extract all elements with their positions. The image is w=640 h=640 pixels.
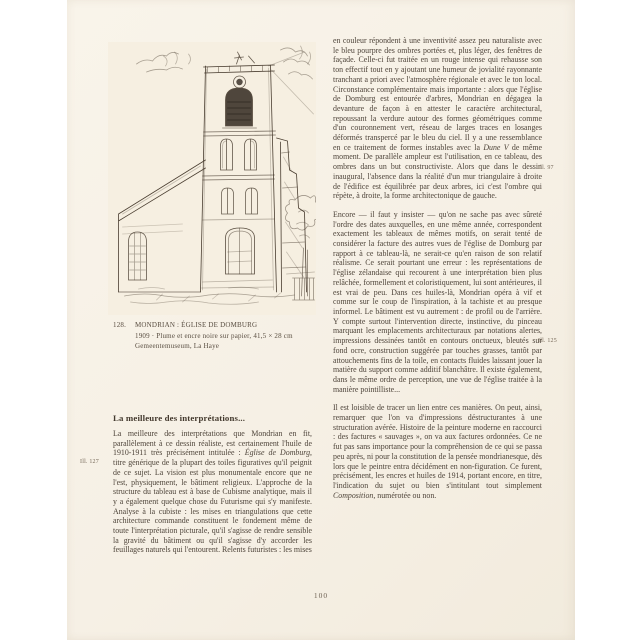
church-drawing — [108, 42, 316, 315]
paragraph: Encore — il faut y insister — qu'on ne sache pas avec sûreté l'ordre des dates auxquelles, en une même année, correspondent exactement les tableaux de mêmes motifs, on serait tenté de considérer la facture des autres vues de l'église de Domburg par rapport à ce tableau-là, ne serait-ce qu'en raison de son relatif réalisme. Ce serait pourtant une erreur : les représentations de l'église zélandaise qui recourent à une interprétation bien plus relâchée, formellement et coloristiquement, lui sont antérieures, il est vrai de peu. Dans ces huiles-là, Mondrian opéra à vif et comme sur le coup de l'inspiration, à la tachiste et au presque informel. Le bâtiment est vu autrement : de profil ou de l'arrière. Y compte surtout l'intervention directe, instinctive, du pinceau marquant les emplacements architecturaux par notations alertes, impressions dessinées tantôt en contours onctueux, bleutés sur fond ocre, construction suggérée par touches grasses, tantôt par attouchements fins de la toile, en contacts fluides laissant jouer la matière du support comme additif blanchâtre. Il existe également, dans le même ordre de perception, une vue de l'église traitée à la manière pointilliste... — [333, 209, 542, 394]
page-number: 100 — [313, 591, 329, 600]
paragraph: La meilleure des interprétations que Mondrian en fit, parallèlement à ce dessin réaliste, est certainement l'huile de 1910-1911 très précisément intitulée : Église de Domburg, titre générique de la plupart des toiles figuratives qu'il peignit de ce sujet. La vision est plus monumentale encore que ne l'est, physiquement, le bâtiment religieux. L'approche de la structure du tableau est à base de Cubisme analytique, mais il y a également quelque chose du Futurisme qui s'y manifeste. Analyse à la cubiste : les mises en triangulations que cette architecture commande constituent le fondement même de toute l'interprétation picturale, qu'il s'agisse de rendre sensible la gravité du bâtiment ou qu'il s'agisse d'y accorder les feuillages naturels qui l'entourent. Relents futuristes : les mises — [113, 429, 312, 555]
figure-caption — [113, 320, 333, 352]
margin-note-ill-125: Ill. 125 — [538, 338, 557, 344]
caption-collection: Gemeentemuseum, La Haye — [135, 342, 220, 350]
section-heading: La meilleure des interprétations... — [113, 413, 246, 423]
left-column-text — [113, 429, 312, 555]
caption-title: MONDRIAN : ÉGLISE DE DOMBURG — [135, 321, 258, 329]
paragraph: Il est loisible de tracer un lien entre ces manières. On peut, ainsi, remarquer que l'on va d'impressions déstructurantes à une structuration avérée. Histoire de la peinture moderne en raccourci : des factures « sauvages », on va aux factures ordonnées. Ce ne fut pas sans importance pour la compréhension de ce qui se passa peu après, ni pour la constitution de la pensée mondrianesque, dès lors que le peintre entra décidément en non-figuration. Ce furent, précisément, les encres et huiles de 1914, portant encore, en titre, l'indication du sujet ou bien s'intitulant tout simplement Composition, numérotée ou non. — [333, 403, 542, 500]
caption-number: 128. — [113, 321, 127, 329]
margin-note-ill-97: Ill. 97 — [538, 165, 554, 171]
paragraph: en couleur répondent à une inventivité assez peu naturaliste avec le bleu pourpre des ombres portées et, plus léger, des fenêtres de façade. Celle-ci fut traitée en un rouge intense qui rehausse son ton effectif tout en y ajoutant une humeur de jovialité rayonnante tranchant a priori avec l'atmosphère régionale et avec le ton local. Circonstance complémentaire mais importante : alors que l'église de Domburg est entourée d'arbres, Mondrian en dégagea la devanture de façon à en attester le caractère architectural, repoussant la verdure autour des formes géométriques comme d'un couronnement vert, réseau de larges traces en losanges déformés transpercé par le bleu du ciel. Il y a une ressemblance en ce traitement de formes instables avec la Dune V de même moment. De parallèle ampleur est l'utilisation, en ce tableau, des ombres dans un but constructiviste. Alors que dans le dessin inaugural, l'absence dans la réalité d'un mur triangulaire à droite de l'édifice est équilibrée par deux arbres, ici c'est l'ombre qui répète, à droite, la forme architectonique de gauche. — [333, 36, 542, 201]
margin-note-ill-127: Ill. 127 — [80, 459, 99, 465]
caption-medium: 1909 · Plume et encre noire sur papier, 41,5 × 28 cm — [135, 331, 293, 340]
page-sheet — [67, 0, 575, 640]
right-column-text — [333, 36, 542, 500]
figure-church — [108, 42, 316, 315]
caption-title-line — [113, 320, 333, 331]
